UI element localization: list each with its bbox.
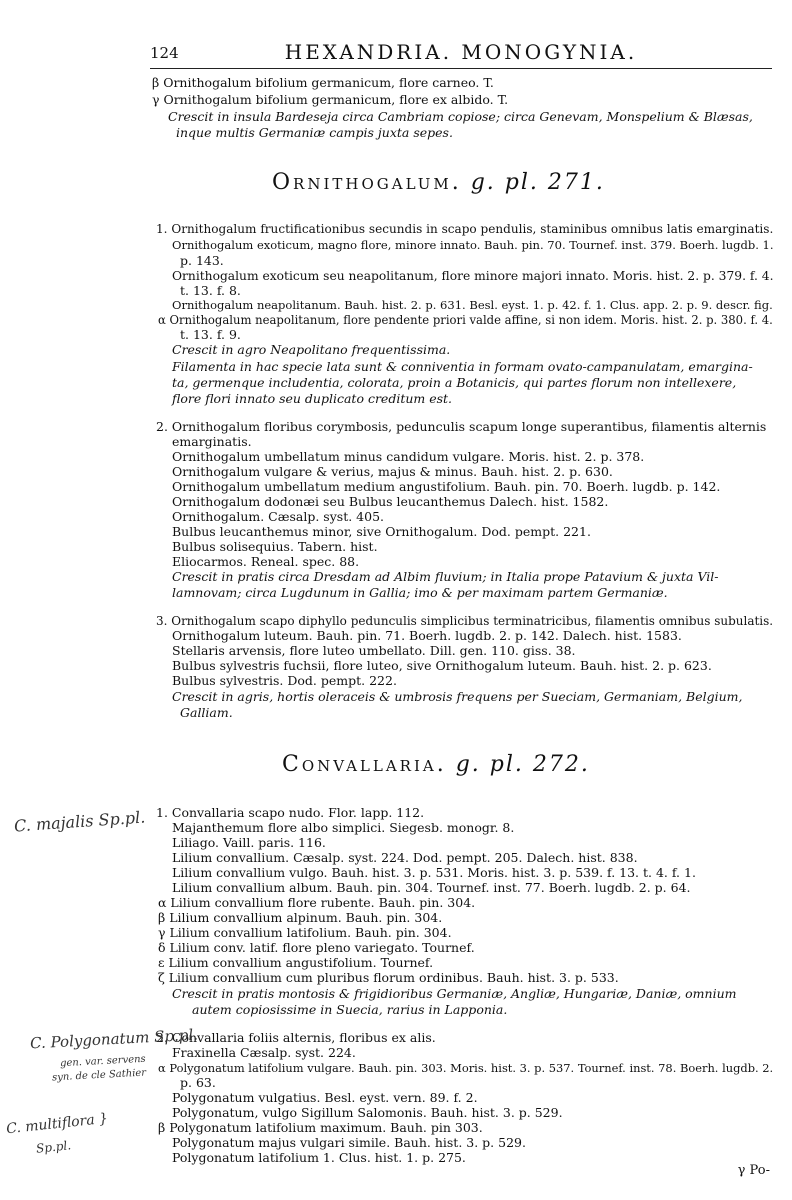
synonym-line: Fraxinella Cæsalp. syst. 224. (172, 1045, 356, 1060)
synonym-line: Stellaris arvensis, flore luteo umbellato. Dill. gen. 110. giss. 38. (172, 643, 576, 658)
synonym-line: Ornithogalum dodonæi seu Bulbus leucanthemus Dalech. hist. 1582. (172, 494, 609, 509)
text-line: β Ornithogalum bifolium germanicum, flore carneo. T. (152, 75, 494, 90)
variety-line: β Polygonatum latifolium maximum. Bauh. pin 303. (158, 1120, 483, 1135)
genus-reference: g. pl. 271. (470, 170, 605, 195)
synonym-line: Lilium convallium vulgo. Bauh. hist. 3. p. 531. Moris. hist. 3. p. 539. f. 13. t. 4. f. 1. (172, 865, 696, 880)
synonym-line: Liliago. Vaill. paris. 116. (172, 835, 326, 850)
genus-reference: g. pl. 272. (455, 752, 590, 777)
habitat-line: inque multis Germaniæ campis juxta sepes. (176, 125, 453, 140)
habitat-line: lamnovam; circa Lugdunum in Gallia; imo & per maximam partem Germaniæ. (172, 585, 668, 600)
species-heading-cont: emarginatis. (172, 434, 252, 449)
synonym-line: Polygonatum, vulgo Sigillum Salomonis. Bauh. hist. 3. p. 529. (172, 1105, 563, 1120)
synonym-line: Ornithogalum neapolitanum. Bauh. hist. 2. p. 631. Besl. eyst. 1. p. 42. f. 1. Clus. app. 2. p. 9. descr. fig. (172, 298, 773, 312)
observation-line: flore flori innato seu duplicato creditum est. (172, 391, 453, 406)
synonym-line: Ornithogalum luteum. Bauh. pin. 71. Boerh. lugdb. 2. p. 142. Dalech. hist. 1583. (172, 628, 682, 643)
synonym-line: Ornithogalum. Cæsalp. syst. 405. (172, 509, 384, 524)
variety-line: α Ornithogalum neapolitanum, flore pendente priori valde affine, si non idem. Moris. hist. 2. p. 380. f. 4. (158, 313, 773, 327)
synonym-line: Ornithogalum umbellatum minus candidum vulgare. Moris. hist. 2. p. 378. (172, 449, 645, 464)
synonym-line: Ornithogalum umbellatum medium angustifolium. Bauh. pin. 70. Boerh. lugdb. p. 142. (172, 479, 721, 494)
genus-title-ornithogalum (272, 170, 605, 195)
habitat-line: Crescit in insula Bardeseja circa Cambriam copiose; circa Genevam, Monspelium & Blæsas, (168, 109, 753, 124)
synonym-line: p. 143. (180, 253, 224, 268)
synonym-line: Bulbus sylvestris fuchsii, flore luteo, sive Ornithogalum luteum. Bauh. hist. 2. p. 623. (172, 658, 712, 673)
synonym-line: Majanthemum flore albo simplici. Siegesb. monogr. 8. (172, 820, 515, 835)
variety-line: ζ Lilium convallium cum pluribus florum ordinibus. Bauh. hist. 3. p. 533. (158, 970, 619, 985)
species-heading: 1. Convallaria scapo nudo. Flor. lapp. 112. (156, 805, 425, 820)
running-title: HEXANDRIA. MONOGYNIA. (284, 40, 638, 64)
genus-title-convallaria (282, 752, 590, 777)
margin-note: C. majalis Sp.pl. (13, 807, 146, 836)
habitat-line: Crescit in agris, hortis oleraceis & umbrosis frequens per Sueciam, Germaniam, Belgium, (172, 689, 743, 704)
variety-line: α Lilium convallium flore rubente. Bauh. pin. 304. (158, 895, 476, 910)
species-heading: 3. Ornithogalum scapo diphyllo pedunculis simplicibus terminatricibus, filamentis omnibus subulatis. (156, 614, 774, 628)
synonym-line: Bulbus solisequius. Tabern. hist. (172, 539, 378, 554)
synonym-line: t. 13. f. 8. (180, 283, 241, 298)
synonym-line: Ornithogalum vulgare & verius, majus & minus. Bauh. hist. 2. p. 630. (172, 464, 613, 479)
synonym-line: Ornithogalum exoticum seu neapolitanum, flore minore majori innato. Moris. hist. 2. p. 379. f. 4. (172, 269, 774, 283)
margin-note: Sp.pl. (35, 1138, 72, 1156)
margin-note: C. Polygonatum Sp.pl. (29, 1025, 199, 1053)
synonym-line: Polygonatum vulgatius. Besl. eyst. vern. 89. f. 2. (172, 1090, 478, 1105)
synonym-line: Ornithogalum exoticum, magno flore, minore innato. Bauh. pin. 70. Tournef. inst. 379. Boerh. lugdb. 1. (172, 238, 774, 252)
variety-line: β Lilium convallium alpinum. Bauh. pin. 304. (158, 910, 443, 925)
habitat-line: Galliam. (180, 705, 233, 720)
variety-line: α Polygonatum latifolium vulgare. Bauh. pin. 303. Moris. hist. 3. p. 537. Tournef. inst. 78. Boerh. lugdb. 2. (158, 1061, 774, 1075)
habitat-line: Crescit in agro Neapolitano frequentissima. (172, 342, 451, 357)
habitat-line: Crescit in pratis montosis & frigidioribus Germaniæ, Angliæ, Hungariæ, Daniæ, omnium (172, 986, 737, 1001)
text-line: γ Ornithogalum bifolium germanicum, flore ex albido. T. (152, 92, 509, 107)
margin-note: syn. de cle Sathier (51, 1067, 147, 1084)
species-heading: 1. Ornithogalum fructificationibus secundis in scapo pendulis, staminibus omnibus latis emarginatis. (156, 222, 774, 236)
variety-line: ε Lilium convallium angustifolium. Tournef. (158, 955, 434, 970)
page-header (150, 38, 772, 69)
synonym-line: Polygonatum majus vulgari simile. Bauh. hist. 3. p. 529. (172, 1135, 526, 1150)
variety-line: δ Lilium conv. latif. flore pleno variegato. Tournef. (158, 940, 475, 955)
margin-note: gen. var. servens (59, 1053, 146, 1070)
synonym-line: p. 63. (180, 1075, 216, 1090)
variety-line: γ Lilium convallium latifolium. Bauh. pin. 304. (158, 925, 452, 940)
genus-name: Ornithogalum. (272, 170, 462, 195)
genus-name: Convallaria. (282, 752, 447, 777)
habitat-line: Crescit in pratis circa Dresdam ad Albim fluvium; in Italia prope Patavium & juxta Vil- (172, 569, 719, 584)
habitat-line: autem copiosissime in Suecia, rarius in Lapponia. (192, 1002, 508, 1017)
synonym-line: t. 13. f. 9. (180, 327, 241, 342)
synonym-line: Lilium convallium album. Bauh. pin. 304. Tournef. inst. 77. Boerh. lugdb. 2. p. 64. (172, 880, 691, 895)
observation-line: Filamenta in hac specie lata sunt & conniventia in formam ovato-campanulatam, emargina- (172, 359, 753, 374)
synonym-line: Bulbus leucanthemus minor, sive Ornithogalum. Dod. pempt. 221. (172, 524, 591, 539)
synonym-line: Polygonatum latifolium 1. Clus. hist. 1. p. 275. (172, 1150, 466, 1165)
margin-note: C. multiflora } (5, 1110, 109, 1138)
synonym-line: Bulbus sylvestris. Dod. pempt. 222. (172, 673, 397, 688)
synonym-line: Lilium convallium. Cæsalp. syst. 224. Dod. pempt. 205. Dalech. hist. 838. (172, 850, 638, 865)
catchword: γ Po- (737, 1163, 770, 1178)
page-number: 124 (150, 44, 179, 62)
observation-line: ta, germenque includentia, colorata, proin a Botanicis, qui partes florum non intellexere, (172, 375, 737, 390)
synonym-line: Eliocarmos. Reneal. spec. 88. (172, 554, 360, 569)
species-heading: 2. Convallaria foliis alternis, floribus ex alis. (156, 1030, 436, 1045)
species-heading: 2. Ornithogalum floribus corymbosis, pedunculis scapum longe superantibus, filamentis alternis (156, 419, 767, 434)
